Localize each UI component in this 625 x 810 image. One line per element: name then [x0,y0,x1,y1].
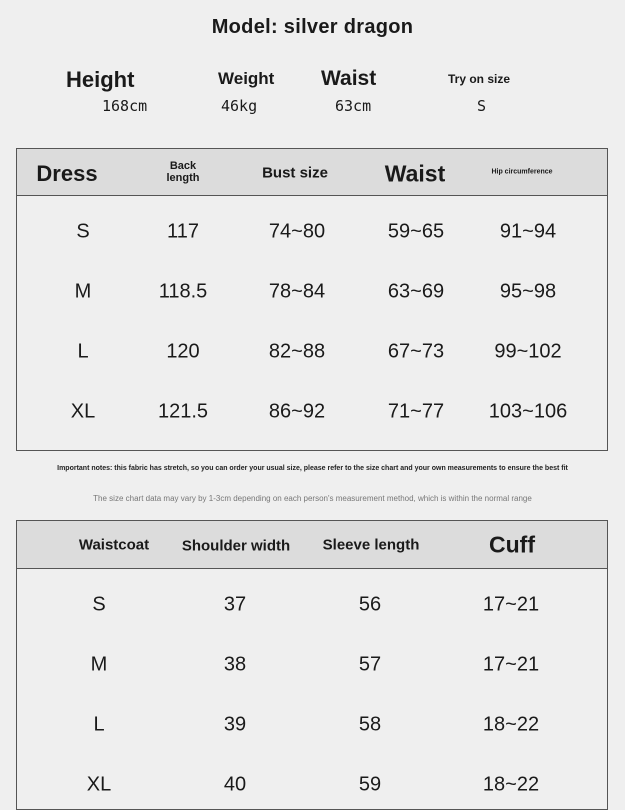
header-waist: Waist [384,160,446,187]
waistcoat-cuff: 18~22 [482,713,540,736]
waist-value: 63cm [335,97,372,115]
dress-bust: 86~92 [268,400,326,423]
dress-size: L [77,340,89,363]
dress-back-length: 121.5 [157,400,209,423]
page-title: Model: silver dragon [211,16,414,38]
tryon-value: S [477,97,487,115]
waistcoat-cuff: 18~22 [482,773,540,796]
dress-back-length: 120 [166,340,200,363]
waistcoat-sleeve: 58 [358,713,382,736]
weight-value: 46kg [221,97,258,115]
dress-size-table [16,148,608,451]
dress-waist: 71~77 [387,400,445,423]
waistcoat-sleeve: 56 [358,593,382,616]
waistcoat-cuff: 17~21 [482,593,540,616]
header-cuff: Cuff [489,531,535,558]
header-hip-circumference: Hip circumference [491,168,553,176]
waistcoat-cuff: 17~21 [482,653,540,676]
dress-hip: 91~94 [499,220,557,243]
waistcoat-size: M [90,653,108,676]
header-waistcoat: Waistcoat [78,536,150,554]
dress-waist: 63~69 [387,280,445,303]
weight-label: Weight [218,69,275,88]
dress-back-length: 118.5 [158,280,208,303]
important-note: Important notes: this fabric has stretch, so you can order your usual size, please refer to the size chart and your own measurements to ensure the best fit [57,465,568,472]
dress-hip: 95~98 [499,280,557,303]
dress-hip: 99~102 [494,340,562,363]
waistcoat-sleeve: 59 [358,773,382,796]
dress-table-header [17,149,607,196]
height-label: Height [66,67,135,92]
dress-size: S [76,220,90,243]
waistcoat-shoulder: 39 [223,713,247,736]
variance-note: The size chart data may vary by 1-3cm depending on each person's measurement method, which is within the normal range [93,494,532,503]
waistcoat-size-table [16,520,608,810]
waistcoat-shoulder: 40 [223,773,247,796]
dress-hip: 103~106 [488,400,568,423]
dress-bust: 78~84 [268,280,326,303]
dress-bust: 82~88 [268,340,326,363]
header-sleeve-length: Sleeve length [322,536,420,554]
waistcoat-size: S [92,593,106,616]
waistcoat-size: XL [86,773,112,796]
header-back-length: Back length [166,160,200,184]
dress-bust: 74~80 [268,220,326,243]
dress-waist: 59~65 [387,220,445,243]
dress-waist: 67~73 [387,340,445,363]
dress-size: XL [70,400,96,423]
waistcoat-size: L [93,713,105,736]
dress-size: M [74,280,92,303]
waist-label: Waist [321,67,377,90]
waistcoat-shoulder: 37 [223,593,247,616]
waistcoat-shoulder: 38 [223,653,247,676]
header-bust-size: Bust size [262,164,328,182]
waistcoat-sleeve: 57 [358,653,382,676]
dress-back-length: 117 [167,220,199,243]
height-value: 168cm [102,97,148,115]
header-shoulder-width: Shoulder width [181,537,291,555]
waistcoat-table-header [17,521,607,569]
header-dress: Dress [36,161,98,186]
tryon-label: Try on size [448,72,511,86]
